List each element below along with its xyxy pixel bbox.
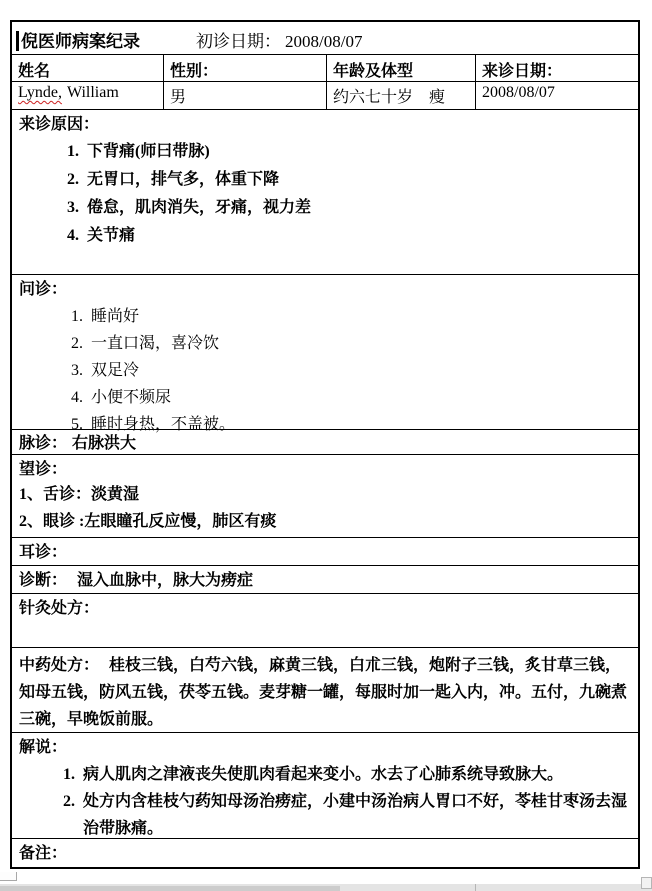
inquiry-item: 2. 一直口渴，喜冷饮 [87,330,630,357]
age-header-label: 年龄及体型 [333,63,414,80]
observation-tongue-line: 1、舌诊：淡黄湿 [19,486,140,503]
patient-name-rest: William [67,84,119,101]
reason-item: 4. 关节痛 [83,222,630,250]
gender-header-label: 性别： [170,63,219,80]
inquiry-heading: 问诊： [19,281,68,298]
reason-item: 2. 无胃口，排气多，体重下降 [83,166,630,194]
inquiry-list [19,303,630,438]
reason-item: 3. 倦怠，肌肉消失，牙痛，视力差 [83,194,630,222]
acupuncture-label: 针灸处方： [19,600,100,617]
patient-age-cell[interactable] [327,82,476,109]
patient-name-cell[interactable] [12,82,164,109]
notes-label: 备注： [19,845,68,862]
patient-visit-date-cell[interactable] [476,82,638,109]
scrollbar-corner-right [641,877,652,889]
first-visit-date-label: 初诊日期： [196,32,281,51]
inquiry-item: 5. 睡时身热，不盖被。 [87,411,630,438]
diagnosis-label: 诊断： [19,572,68,589]
patient-age-value: 约六七十岁 瘦 [333,89,446,106]
herbal-text: 桂枝三钱，白芍六钱，麻黄三钱，白朮三钱，炮附子三钱，炙甘草三钱，知母五钱，防风五钱，茯苓五钱。麦芽糖一罐，每服时加一匙入内，冲。五付，九碗煮三碗，早晚饭前服。 [19,657,628,728]
pulse-label: 脉诊： [19,435,68,452]
ear-label: 耳诊： [19,544,68,561]
diagnosis-section[interactable] [12,566,638,594]
patient-gender-value: 男 [170,89,187,106]
acupuncture-section[interactable] [12,594,638,648]
name-header-label: 姓名 [18,63,51,80]
title-row[interactable] [12,22,638,55]
reason-item: 1. 下背痛(师曰带脉) [83,138,630,166]
herbal-section[interactable] [12,648,638,733]
pulse-text: 右脉洪大 [72,435,137,452]
observation-section[interactable] [12,455,638,538]
explanation-section[interactable] [12,733,638,839]
pulse-section[interactable] [12,430,638,455]
first-visit-date-value: 2008/08/07 [285,32,363,51]
ear-section[interactable] [12,538,638,566]
window-bottom-strip [0,884,652,891]
name-header-cell[interactable] [12,55,164,81]
text-cursor [16,31,19,51]
reason-heading: 来诊原因： [19,116,100,133]
reason-list [19,138,630,250]
herbal-paragraph [19,651,630,733]
inquiry-item: 3. 双足冷 [87,357,630,384]
case-record-table [10,20,640,869]
visit-date-header-cell[interactable] [476,55,638,81]
record-title: 倪医师病案纪录 [21,32,140,51]
gender-header-cell[interactable] [164,55,327,81]
patient-header-row [12,55,638,82]
age-header-cell[interactable] [327,55,476,81]
explanation-heading: 解说： [19,739,68,756]
observation-eye-line: 2、眼诊 :左眼瞳孔反应慢，肺区有痰 [19,513,277,530]
diagnosis-text: 湿入血脉中，脉大为痨症 [77,572,254,589]
patient-visit-date-value: 2008/08/07 [482,84,555,101]
observation-heading: 望诊： [19,461,68,478]
patient-name-misspelled: Lynde, [18,84,62,101]
herbal-label: 中药处方： [19,657,100,674]
inquiry-item: 4. 小便不频尿 [87,384,630,411]
reason-section[interactable] [12,110,638,275]
patient-value-row [12,82,638,110]
visit-date-header-label: 来诊日期： [482,63,563,80]
patient-gender-cell[interactable] [164,82,327,109]
explanation-item: 1. 病人肌肉之津液丧失使肌肉看起来变小。水去了心肺系统导致脉大。 [79,761,630,788]
bottom-strip-divider [475,884,476,891]
notes-section[interactable] [12,839,638,867]
scrollbar-corner-left [0,872,17,881]
bottom-strip-dark-segment [0,886,340,891]
explanation-item: 2. 处方内含桂枝勺药知母汤治痨症，小建中汤治病人胃口不好，苓桂甘枣汤去湿治带脉痛。 [79,788,630,842]
inquiry-item: 1. 睡尚好 [87,303,630,330]
inquiry-section[interactable] [12,275,638,433]
explanation-list [19,761,630,842]
